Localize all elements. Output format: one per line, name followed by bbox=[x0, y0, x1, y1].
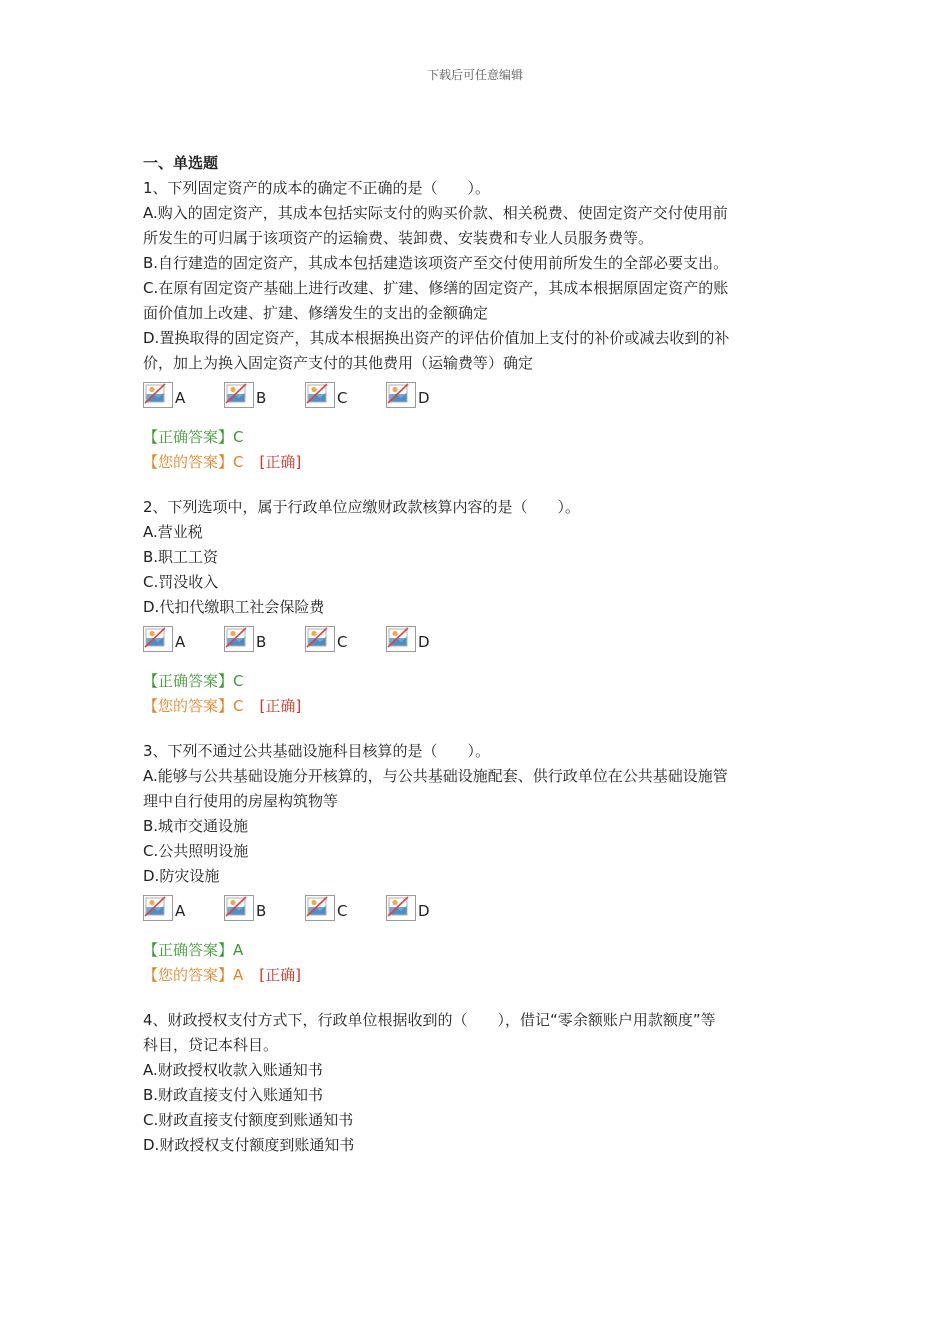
your-answer bbox=[143, 450, 823, 475]
page-header: 下载后可任意编辑 bbox=[426, 68, 523, 82]
option-text: 价，加上为换入固定资产支付的其他费用（运输费等）确定 bbox=[143, 354, 534, 372]
broken-image-icon bbox=[143, 382, 173, 408]
option-text: 所发生的可归属于该项资产的运输费、装卸费、安装费和专业人员服务费等。 bbox=[143, 229, 654, 247]
broken-image-icon bbox=[224, 382, 254, 408]
question-3 bbox=[143, 739, 823, 988]
option-text: B.职工工资 bbox=[143, 548, 219, 566]
choice-label: C bbox=[337, 902, 348, 920]
answer-choices bbox=[143, 376, 823, 408]
choice-label: B bbox=[256, 389, 267, 407]
choice-label: A bbox=[175, 633, 186, 651]
question-stem: 4、财政授权支付方式下，行政单位根据收到的（ ），借记“零余额账户用款额度”等 bbox=[143, 1011, 716, 1029]
option-text: 理中自行使用的房屋构筑物等 bbox=[143, 792, 339, 810]
your-answer-value: A bbox=[233, 966, 244, 984]
option-text: C.公共照明设施 bbox=[143, 842, 249, 860]
correct-answer bbox=[143, 425, 823, 450]
result-badge: [正确] bbox=[259, 966, 301, 984]
answer-choices bbox=[143, 620, 823, 652]
choice-label: B bbox=[256, 902, 267, 920]
correct-answer-label: 【正确答案】 bbox=[143, 941, 234, 959]
correct-answer-value: A bbox=[233, 941, 244, 959]
option-text: A.购入的固定资产，其成本包括实际支付的购买价款、相关税费、使固定资产交付使用前 bbox=[143, 204, 728, 222]
correct-answer-value: C bbox=[233, 672, 244, 690]
broken-image-icon bbox=[305, 626, 335, 652]
result-badge: [正确] bbox=[259, 453, 302, 471]
option-text: 面价值加上改建、扩建、修缮发生的支出的金额确定 bbox=[143, 304, 489, 322]
answer-choice-c[interactable] bbox=[305, 626, 386, 652]
choice-label: D bbox=[418, 633, 430, 651]
broken-image-icon bbox=[143, 895, 173, 921]
choice-label: D bbox=[418, 902, 430, 920]
answer-choice-a[interactable] bbox=[143, 895, 224, 921]
option-text: D.防灾设施 bbox=[143, 867, 220, 885]
correct-answer-label: 【正确答案】 bbox=[143, 428, 234, 446]
answer-choice-a[interactable] bbox=[143, 626, 224, 652]
option-text: A.营业税 bbox=[143, 523, 203, 541]
option-text: A.财政授权收款入账通知书 bbox=[143, 1061, 323, 1079]
question-stem: 3、下列不通过公共基础设施科目核算的是（ ）。 bbox=[143, 742, 491, 760]
choice-label: C bbox=[337, 389, 348, 407]
option-text: D.财政授权支付额度到账通知书 bbox=[143, 1136, 355, 1154]
your-answer bbox=[143, 694, 823, 719]
result-badge: [正确] bbox=[259, 697, 302, 715]
question-1 bbox=[143, 176, 823, 475]
your-answer-label: 【您的答案】 bbox=[143, 453, 234, 471]
broken-image-icon bbox=[386, 382, 416, 408]
your-answer-value: C bbox=[233, 453, 244, 471]
broken-image-icon bbox=[224, 626, 254, 652]
option-text: B.自行建造的固定资产，其成本包括建造该项资产至交付使用前所发生的全部必要支出。 bbox=[143, 254, 729, 272]
answer-choice-d[interactable] bbox=[386, 895, 467, 921]
broken-image-icon bbox=[143, 626, 173, 652]
broken-image-icon bbox=[305, 895, 335, 921]
option-text: C.罚没收入 bbox=[143, 573, 219, 591]
option-text: A.能够与公共基础设施分开核算的，与公共基础设施配套、供行政单位在公共基础设施管 bbox=[143, 767, 728, 785]
answer-choices bbox=[143, 889, 823, 921]
correct-answer-label: 【正确答案】 bbox=[143, 672, 234, 690]
choice-label: A bbox=[175, 902, 186, 920]
section-title: 一、单选题 bbox=[143, 154, 219, 172]
correct-answer bbox=[143, 669, 823, 694]
your-answer bbox=[143, 963, 823, 988]
broken-image-icon bbox=[386, 895, 416, 921]
answer-choice-a[interactable] bbox=[143, 382, 224, 408]
question-4 bbox=[143, 1008, 823, 1158]
answer-choice-c[interactable] bbox=[305, 895, 386, 921]
question-stem: 科目，贷记本科目。 bbox=[143, 1036, 279, 1054]
choice-label: A bbox=[175, 389, 186, 407]
broken-image-icon bbox=[386, 626, 416, 652]
answer-choice-b[interactable] bbox=[224, 895, 305, 921]
choice-label: B bbox=[256, 633, 267, 651]
exam-content bbox=[143, 151, 823, 1158]
option-text: D.置换取得的固定资产，其成本根据换出资产的评估价值加上支付的补价或减去收到的补 bbox=[143, 329, 730, 347]
option-text: C.在原有固定资产基础上进行改建、扩建、修缮的固定资产，其成本根据原固定资产的账 bbox=[143, 279, 729, 297]
correct-answer-value: C bbox=[233, 428, 244, 446]
question-2 bbox=[143, 495, 823, 719]
option-text: D.代扣代缴职工社会保险费 bbox=[143, 598, 325, 616]
choice-label: C bbox=[337, 633, 348, 651]
broken-image-icon bbox=[224, 895, 254, 921]
your-answer-label: 【您的答案】 bbox=[143, 966, 234, 984]
broken-image-icon bbox=[305, 382, 335, 408]
your-answer-value: C bbox=[233, 697, 244, 715]
question-stem: 2、下列选项中，属于行政单位应缴财政款核算内容的是（ ）。 bbox=[143, 498, 581, 516]
option-text: B.财政直接支付入账通知书 bbox=[143, 1086, 324, 1104]
answer-choice-b[interactable] bbox=[224, 382, 305, 408]
question-list bbox=[143, 176, 823, 1158]
your-answer-label: 【您的答案】 bbox=[143, 697, 234, 715]
answer-choice-b[interactable] bbox=[224, 626, 305, 652]
answer-choice-c[interactable] bbox=[305, 382, 386, 408]
question-stem: 1、下列固定资产的成本的确定不正确的是（ ）。 bbox=[143, 179, 491, 197]
option-text: C.财政直接支付额度到账通知书 bbox=[143, 1111, 354, 1129]
option-text: B.城市交通设施 bbox=[143, 817, 249, 835]
correct-answer bbox=[143, 938, 823, 963]
answer-choice-d[interactable] bbox=[386, 382, 467, 408]
answer-choice-d[interactable] bbox=[386, 626, 467, 652]
choice-label: D bbox=[418, 389, 430, 407]
